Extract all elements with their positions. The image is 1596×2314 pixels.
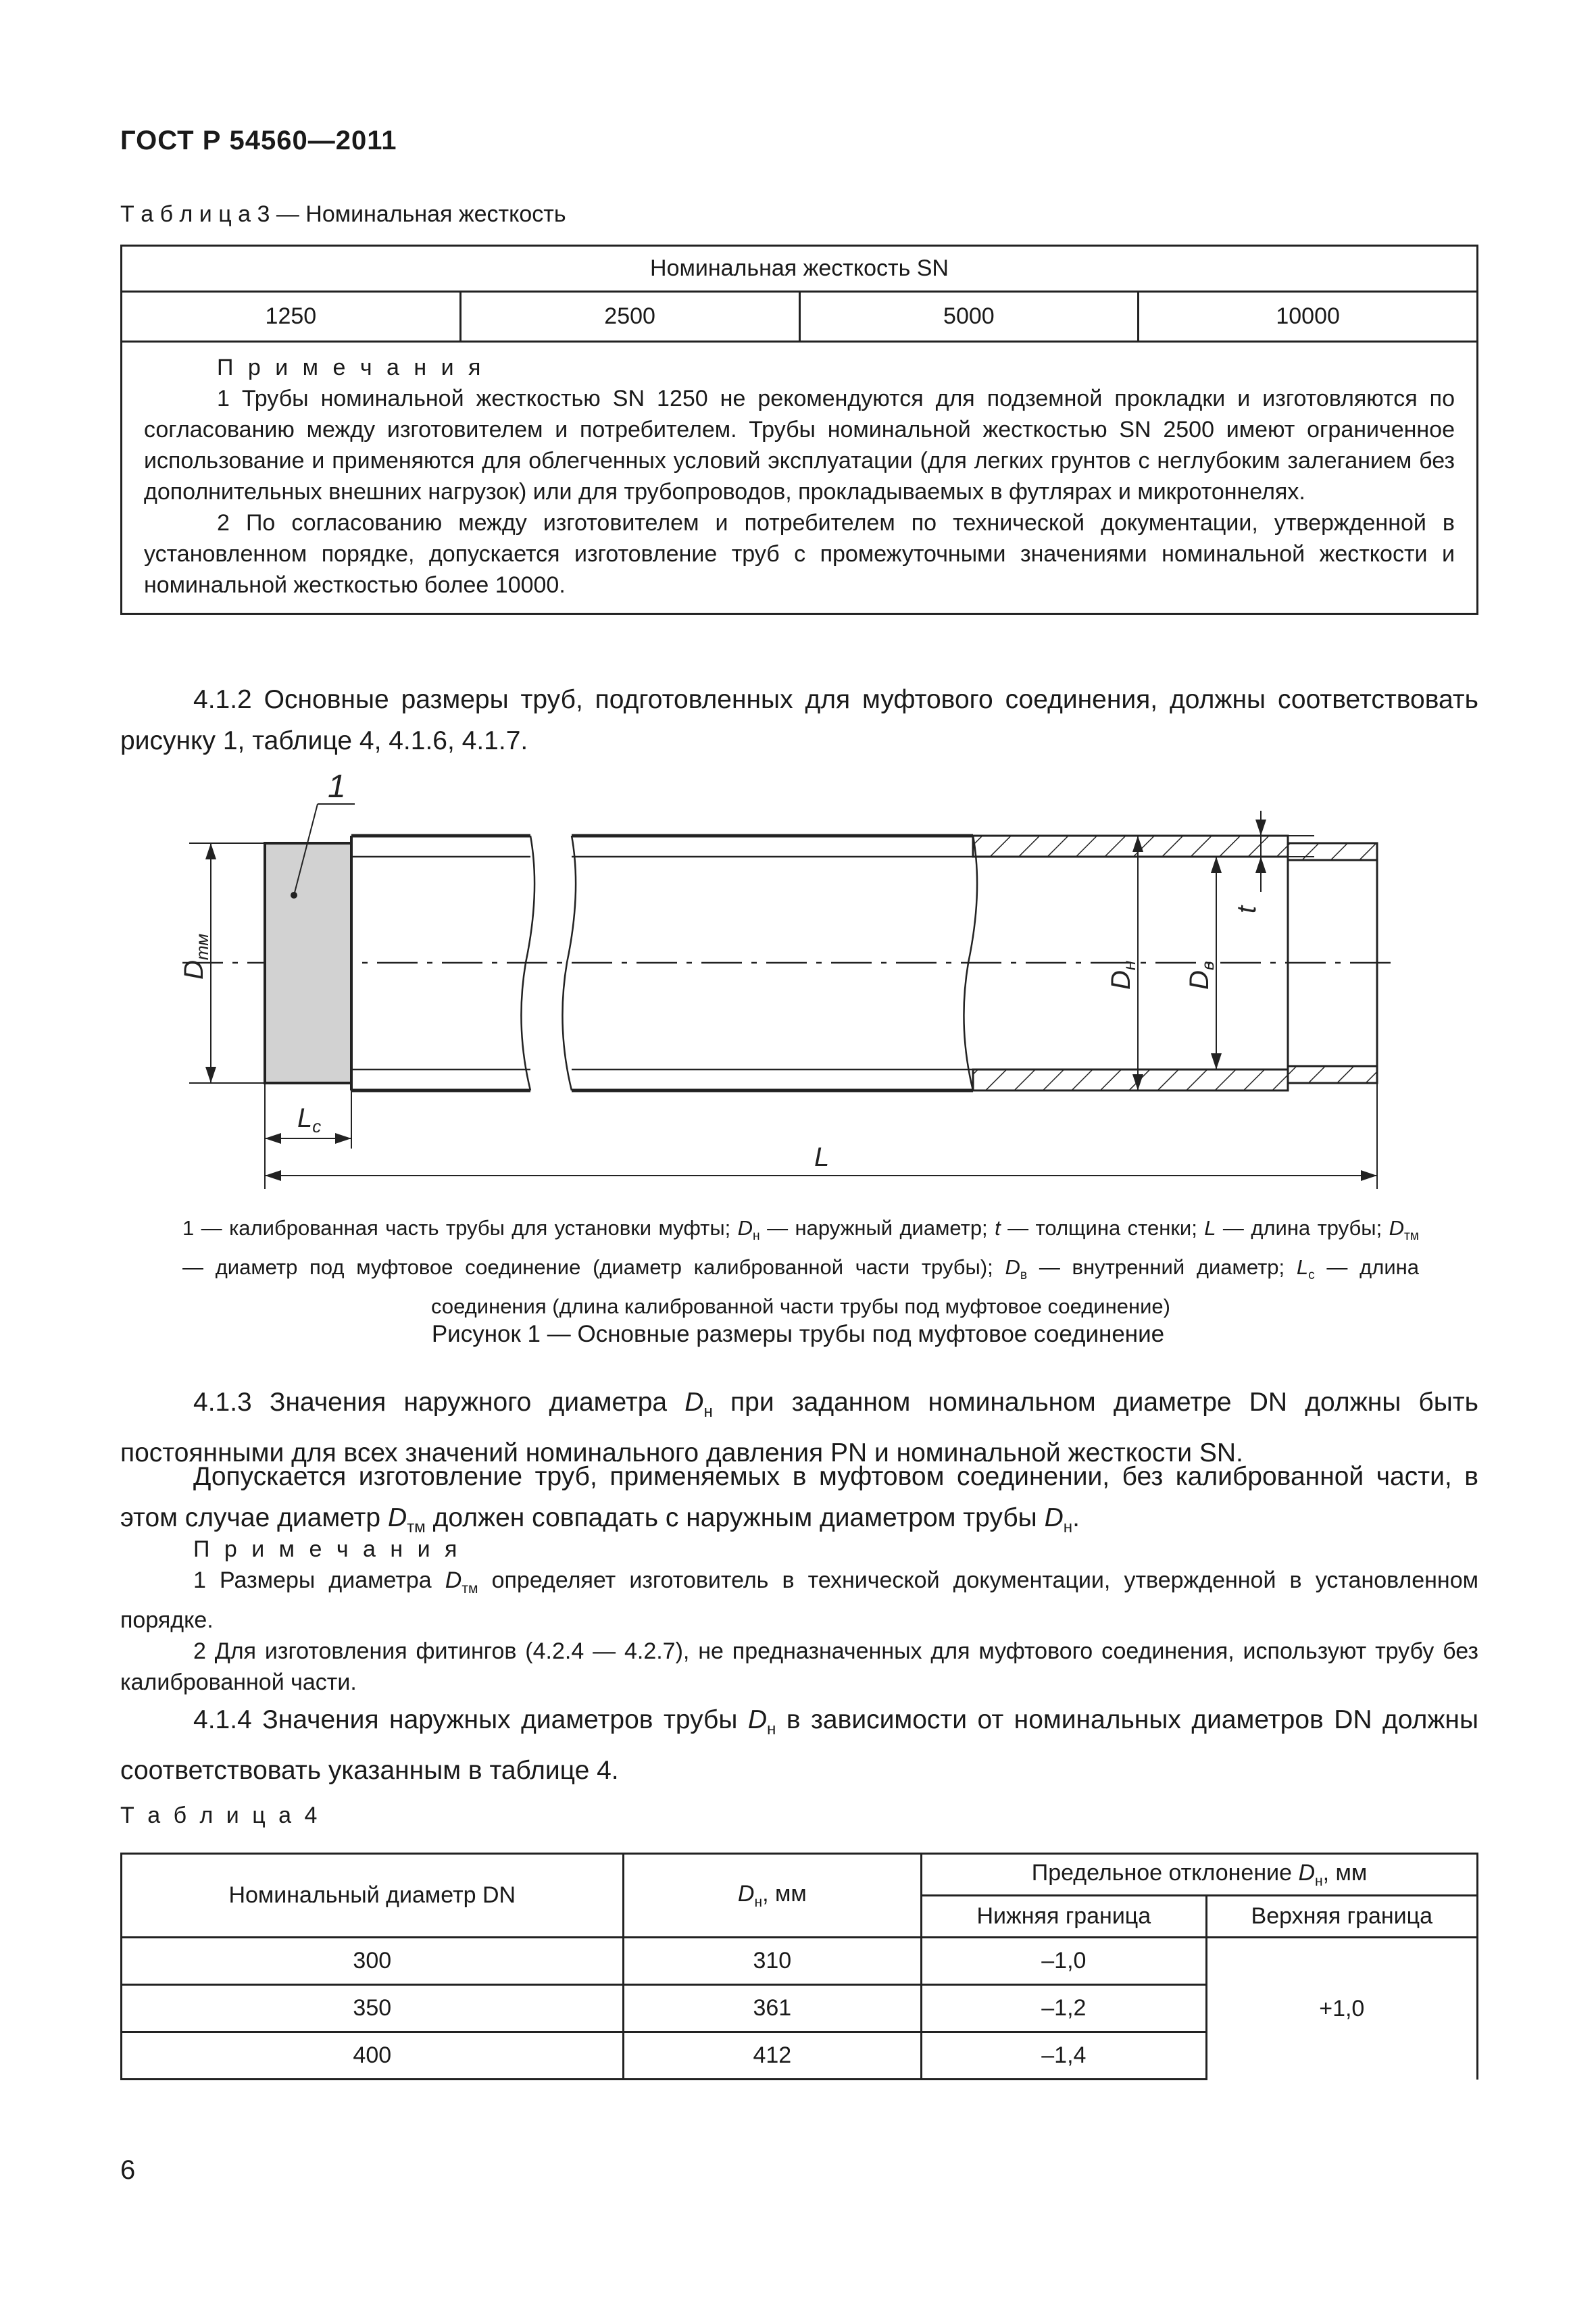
table4-cell: 400 [122,2032,624,2080]
pipe-wall-section [973,836,1288,857]
label-dtm: $D_{тм}$ [179,933,212,980]
table4-cell: 300 [122,1938,624,1985]
figure-caption: Рисунок 1 — Основные размеры трубы под муфтовое соединение [431,1321,1165,1347]
table3 [120,245,1478,615]
table4-cell: –1,0 [922,1938,1206,1985]
table4-header-low: Нижняя граница [922,1896,1206,1938]
label-dn: $D_н$ [1106,960,1139,990]
table4-cell: –1,4 [922,2032,1206,2080]
table4-upper: +1,0 [1206,1938,1477,2080]
note-1: 1 Размеры диаметра $D_{тм}$ определяет изготовитель в технической документации, утвержденной в установленном порядке. [120,1567,1478,1633]
figure-legend: 1 — калиброванная часть трубы для установки муфты; $D_н$ — наружный диаметр; t — толщина стенки; L — длина трубы; $D_{тм}$ — диаметр под муфтовое соединение (диаметр калиброванной части трубы); $D_в$ — внутренний диаметр; $L_с$ — длина соединения (длина калиброванной части трубы под муфтовое соединение) [182,1216,1419,1319]
paragraph-4-1-3-b: Допускается изготовление труб, применяемых в муфтовом соединении, без калиброванной части, в этом случае диаметр $D_{тм}$ должен совпадать с наружным диаметром трубы $D_н$. [120,1462,1478,1536]
table3-cell: 1250 [122,292,461,342]
table4-cell: 350 [122,1985,624,2032]
callout-1: 1 [328,769,346,805]
pipe-wall-section [973,1070,1288,1090]
table3-notes [122,342,1478,614]
spigot-wall [1288,843,1377,860]
page-number: 6 [120,2155,136,2185]
table-row [122,1938,1478,1985]
paragraph-4-1-3: 4.1.3 Значения наружного диаметра $D_н$ при заданном номинальном диаметре DN должны быть постоянными для всех значений номинального давления PN и номинальной жесткости SN. [120,1388,1478,1467]
table3-note1: 1 Трубы номинальной жесткостью SN 1250 не рекомендуются для подземной прокладки и изготовляются по согласованию между изготовителем и потребителем. Трубы номинальной жесткостью SN 2500 имеют ограниченное использование и применяются для облегченных условий эксплуатации (для легких грунтов с неглубоким залеганием без дополнительных внешних нагрузок) или для трубопроводов, прокладываемых в футлярах и микротоннелях. [144,386,1455,505]
table4-cell: –1,2 [922,1985,1206,2032]
table4-header-dev: Предельное отклонение $D_н$, мм [922,1854,1478,1896]
paragraph-4-1-2: 4.1.2 Основные размеры труб, подготовленных для муфтового соединения, должны соответствовать рисунку 1, таблице 4, 4.1.6, 4.1.7. [120,685,1478,755]
notes-block [120,1534,1478,1698]
table4-cell: 361 [623,1985,922,2032]
spigot-wall [1288,1066,1377,1083]
table4-caption: Т а б л и ц а 4 [120,1803,321,1828]
document-header: ГОСТ Р 54560—2011 [120,126,397,155]
label-l: L [814,1142,830,1172]
table4 [120,1853,1478,2080]
table3-header: Номинальная жесткость SN [122,246,1478,292]
table4-header-dn: Номинальный диаметр DN [122,1854,624,1938]
table3-cell: 10000 [1139,292,1478,342]
label-t: t [1232,905,1262,913]
calibrated-part [265,843,351,1083]
table3-notes-title: П р и м е ч а н и я [217,355,485,380]
notes-title: П р и м е ч а н и я [193,1536,462,1562]
label-lc: $L_с$ [297,1103,322,1136]
table3-note2: 2 По согласованию между изготовителем и потребителем по технической документации, утвержденной в установленном порядке, допускается изготовление труб с промежуточными значениями номинальной жесткости и номинальной жесткостью более 10000. [144,510,1455,598]
table3-cell: 5000 [799,292,1139,342]
table3-cell: 2500 [460,292,799,342]
table4-cell: 412 [623,2032,922,2080]
table3-caption: Т а б л и ц а 3 — Номинальная жесткость [120,201,566,227]
table4-header-d: $D_н$, мм [623,1854,922,1938]
figure-1-drawing [0,757,1596,1196]
table4-header-up: Верхняя граница [1206,1896,1477,1938]
label-dv: $D_в$ [1184,961,1218,990]
table4-cell: 310 [623,1938,922,1985]
note-2: 2 Для изготовления фитингов (4.2.4 — 4.2.7), не предназначенных для муфтового соединения, используют трубу без калиброванной части. [120,1638,1478,1695]
paragraph-4-1-4: 4.1.4 Значения наружных диаметров трубы $D_н$ в зависимости от номинальных диаметров DN должны соответствовать указанным в таблице 4. [120,1705,1478,1785]
